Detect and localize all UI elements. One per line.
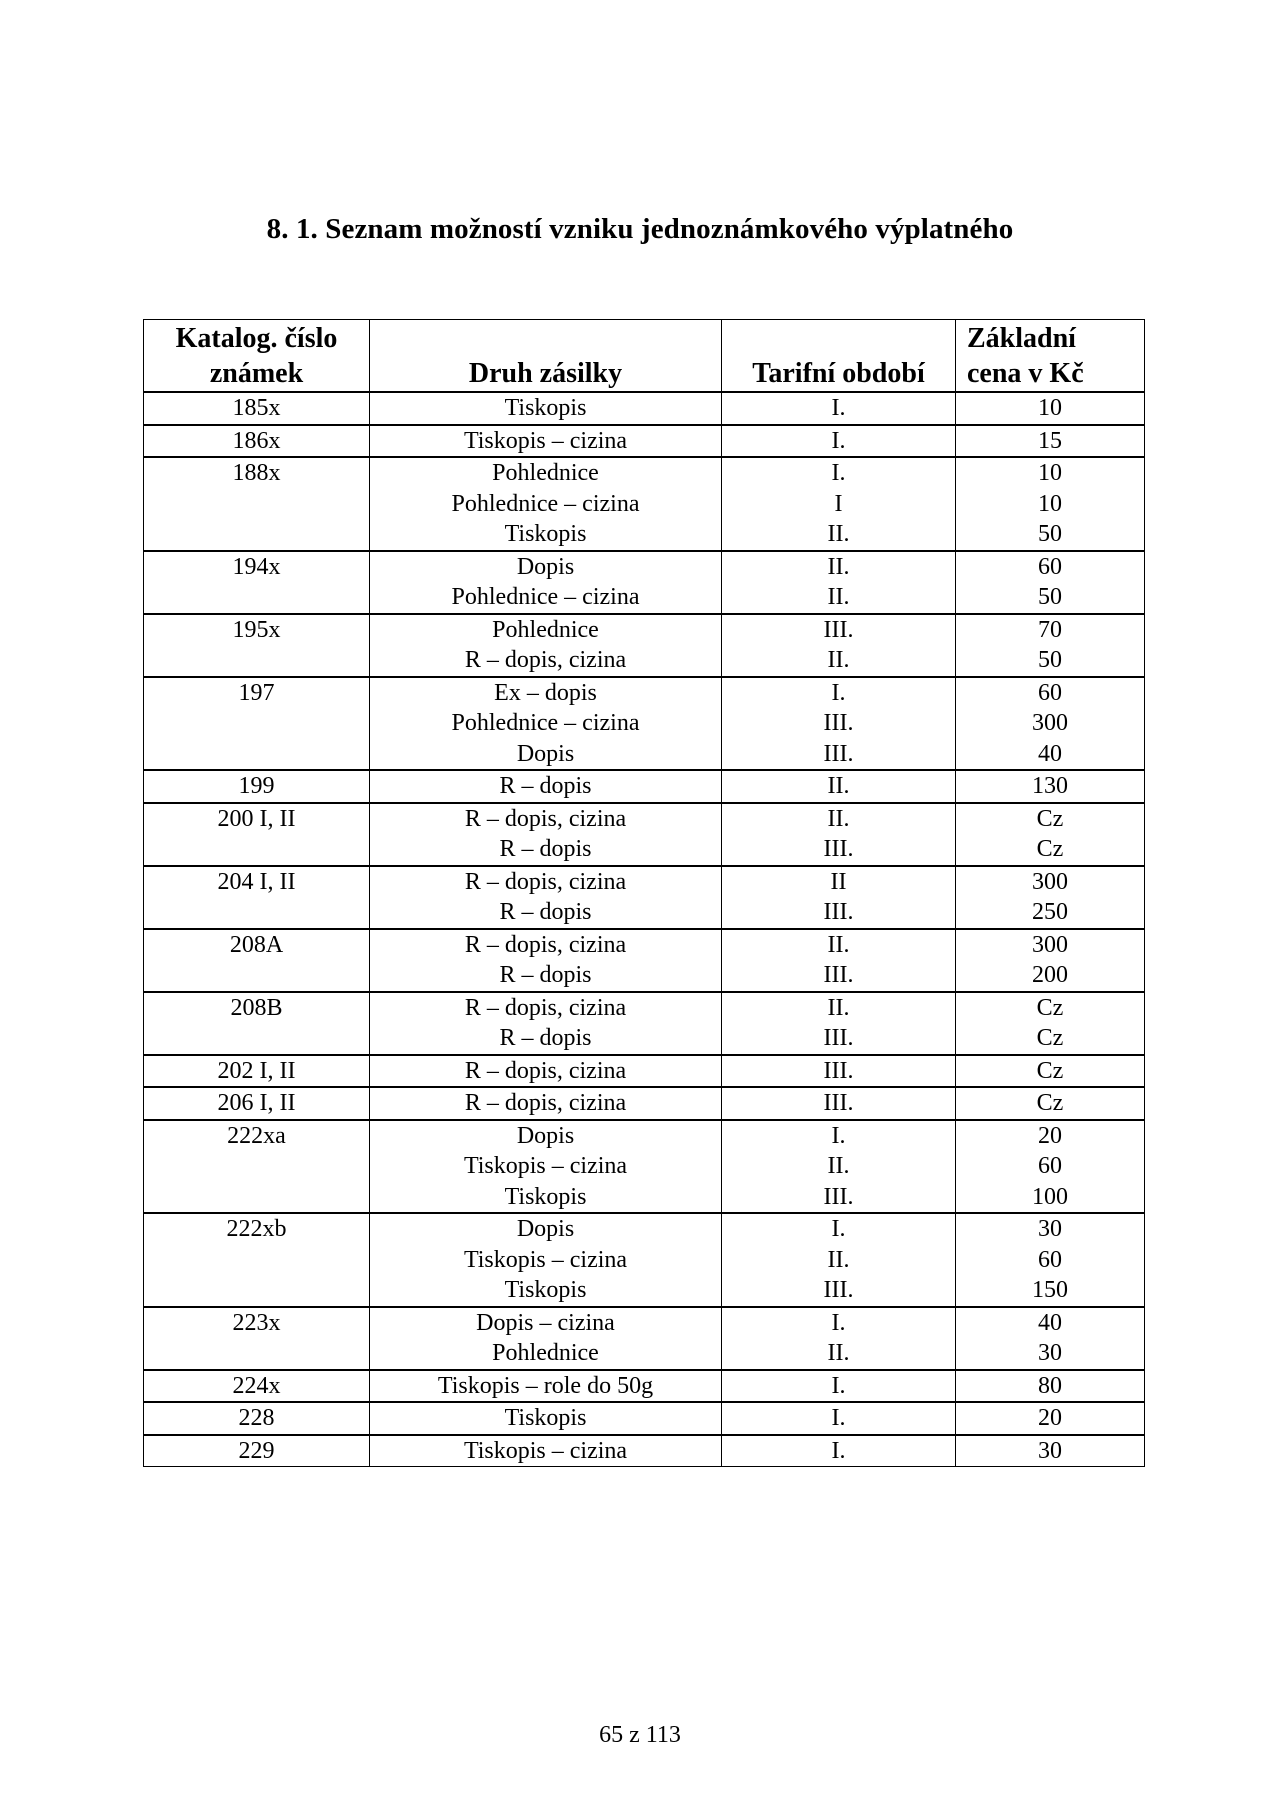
tariff-period-cell <box>722 425 956 458</box>
shipment-type: R – dopis <box>499 899 592 925</box>
table-row <box>144 1055 1145 1088</box>
catalog-number: 194x <box>232 553 281 580</box>
header-catalog-line-2: známek <box>209 358 304 389</box>
tariff-period: I. <box>831 1405 846 1431</box>
tariff-period: I. <box>831 1122 846 1149</box>
shipment-type: R – dopis, cizina <box>464 994 627 1021</box>
shipment-type: Ex – dopis <box>494 679 597 706</box>
base-price: 10 <box>1038 490 1062 517</box>
catalog-number: 204 I, II <box>217 868 296 895</box>
header-price-line-2: cena v Kč <box>967 358 1084 389</box>
tariff-period: III. <box>823 1025 854 1051</box>
table-row <box>144 425 1145 458</box>
catalog-number-cell <box>144 1213 370 1307</box>
catalog-number: 223x <box>232 1309 281 1336</box>
base-price: 70 <box>1038 616 1062 643</box>
base-price-cell <box>956 425 1145 458</box>
base-price: 150 <box>1032 1277 1068 1303</box>
tariff-period: II. <box>827 773 850 799</box>
shipment-type: Dopis <box>516 1216 575 1242</box>
catalog-number: 222xb <box>226 1216 287 1242</box>
shipment-type-cell <box>370 1213 722 1307</box>
base-price-cell <box>956 929 1145 992</box>
table-row <box>144 1087 1145 1120</box>
table-row <box>144 992 1145 1055</box>
base-price-cell <box>956 803 1145 866</box>
base-price-cell <box>956 1120 1145 1214</box>
shipment-type-cell <box>370 1370 722 1403</box>
catalog-number-cell <box>144 551 370 614</box>
shipment-type: R – dopis <box>499 836 592 862</box>
table-row <box>144 1402 1145 1435</box>
shipment-type: Tiskopis <box>504 1405 587 1431</box>
shipment-type: R – dopis, cizina <box>464 1090 627 1116</box>
base-price: 15 <box>1038 427 1062 454</box>
shipment-type-cell <box>370 929 722 992</box>
header-base-price <box>956 320 1145 393</box>
table-body <box>144 392 1145 1467</box>
tariff-period: II. <box>827 1153 850 1179</box>
shipment-type-cell <box>370 992 722 1055</box>
base-price: Cz <box>1036 994 1064 1021</box>
tariff-period-cell <box>722 1370 956 1403</box>
shipment-type: R – dopis <box>499 773 592 799</box>
base-price-cell <box>956 457 1145 551</box>
base-price: 50 <box>1038 584 1062 610</box>
base-price: 30 <box>1038 1437 1062 1464</box>
base-price-cell <box>956 1435 1145 1467</box>
base-price: 300 <box>1032 710 1068 736</box>
tariff-period: III. <box>823 1090 854 1116</box>
base-price: 60 <box>1038 553 1062 580</box>
base-price: 100 <box>1032 1183 1068 1210</box>
tariff-period: II. <box>827 994 850 1021</box>
catalog-number-cell <box>144 425 370 458</box>
base-price-cell <box>956 551 1145 614</box>
base-price: 60 <box>1038 1246 1062 1273</box>
base-price: 40 <box>1038 740 1062 767</box>
base-price-cell <box>956 677 1145 771</box>
base-price: 40 <box>1038 1309 1062 1336</box>
shipment-type: R – dopis <box>499 962 592 988</box>
catalog-number: 185x <box>232 395 281 421</box>
catalog-number-cell <box>144 803 370 866</box>
shipment-type: Dopis <box>516 740 575 767</box>
shipment-type: Tiskopis – cizina <box>463 1437 628 1464</box>
tariff-period-cell <box>722 1307 956 1370</box>
header-shipment-type <box>370 320 722 393</box>
base-price: 20 <box>1038 1122 1062 1149</box>
table-row <box>144 1370 1145 1403</box>
shipment-type-cell <box>370 803 722 866</box>
shipment-type: R – dopis, cizina <box>464 647 627 673</box>
tariff-period-cell <box>722 1213 956 1307</box>
base-price-cell <box>956 992 1145 1055</box>
tariff-period: II. <box>827 647 850 673</box>
tariff-period: II. <box>827 805 850 832</box>
tariff-period: III. <box>823 1277 854 1303</box>
table-row <box>144 1435 1145 1467</box>
shipment-type: R – dopis, cizina <box>464 805 627 832</box>
shipment-type: Tiskopis <box>504 395 587 421</box>
base-price: 80 <box>1038 1372 1062 1399</box>
catalog-number: 202 I, II <box>217 1057 296 1084</box>
tariff-period-cell <box>722 677 956 771</box>
shipment-type: Tiskopis – cizina <box>463 427 628 454</box>
tariff-period: II. <box>827 1246 850 1273</box>
table-row <box>144 1213 1145 1307</box>
shipment-type: R – dopis, cizina <box>464 1057 627 1084</box>
catalog-number: 208A <box>229 931 284 958</box>
tariff-period: II. <box>827 553 850 580</box>
shipment-type: Tiskopis <box>504 1277 587 1303</box>
base-price: Cz <box>1036 805 1064 832</box>
shipment-type: Tiskopis <box>504 521 587 547</box>
tariff-period: II. <box>827 931 850 958</box>
catalog-number: 186x <box>232 427 281 454</box>
table-row <box>144 1120 1145 1214</box>
shipment-type: Pohlednice <box>492 1340 599 1366</box>
shipment-type-cell <box>370 1087 722 1120</box>
tariff-period: III. <box>823 740 854 767</box>
base-price: 300 <box>1032 931 1068 958</box>
base-price: 50 <box>1038 647 1062 673</box>
tariff-period: III. <box>823 962 854 988</box>
base-price: 30 <box>1038 1216 1062 1242</box>
base-price: 60 <box>1038 679 1062 706</box>
tariff-period: I. <box>831 1216 846 1242</box>
tariff-period: III. <box>823 1183 854 1210</box>
header-tariff-period <box>722 320 956 393</box>
catalog-number: 224x <box>232 1372 281 1399</box>
tariff-period: I. <box>831 1372 846 1399</box>
base-price: Cz <box>1036 1090 1064 1116</box>
base-price-cell <box>956 1055 1145 1088</box>
table-row <box>144 614 1145 677</box>
shipment-type: Pohlednice <box>492 616 599 643</box>
shipment-type: Dopis <box>516 1122 575 1149</box>
tariff-period: II. <box>827 1340 850 1366</box>
catalog-number-cell <box>144 770 370 803</box>
tariff-period: I. <box>831 460 846 486</box>
tariff-period: III. <box>823 616 854 643</box>
base-price-cell <box>956 866 1145 929</box>
catalog-number: 195x <box>232 616 281 643</box>
table-row <box>144 392 1145 425</box>
catalog-number-cell <box>144 1120 370 1214</box>
base-price: 10 <box>1038 460 1062 486</box>
shipment-type: Pohlednice – cizina <box>451 490 640 517</box>
base-price: Cz <box>1036 836 1064 862</box>
tariff-period-cell <box>722 929 956 992</box>
catalog-number-cell <box>144 614 370 677</box>
tariff-period: I. <box>831 427 846 454</box>
tariff-period-cell <box>722 1087 956 1120</box>
shipment-type-cell <box>370 1307 722 1370</box>
catalog-number: 199 <box>238 773 275 799</box>
shipment-type: Pohlednice – cizina <box>451 584 640 610</box>
shipment-type: Tiskopis <box>504 1183 587 1210</box>
base-price-cell <box>956 614 1145 677</box>
shipment-type-cell <box>370 770 722 803</box>
shipment-type: Dopis <box>516 553 575 580</box>
catalog-number-cell <box>144 1087 370 1120</box>
shipment-type: Pohlednice – cizina <box>451 710 640 736</box>
tariff-period: III. <box>823 1057 854 1084</box>
shipment-type-cell <box>370 1435 722 1467</box>
catalog-number-cell <box>144 866 370 929</box>
tariff-table <box>143 319 1145 1467</box>
catalog-number-cell <box>144 1370 370 1403</box>
shipment-type: R – dopis, cizina <box>464 868 627 895</box>
shipment-type-cell <box>370 866 722 929</box>
catalog-number: 200 I, II <box>217 805 296 832</box>
base-price-cell <box>956 1370 1145 1403</box>
base-price: 20 <box>1038 1405 1062 1431</box>
table-header-row <box>144 320 1145 393</box>
catalog-number: 208B <box>230 994 283 1021</box>
catalog-number: 206 I, II <box>217 1090 296 1116</box>
catalog-number: 188x <box>232 460 281 486</box>
shipment-type-cell <box>370 614 722 677</box>
shipment-type-cell <box>370 1402 722 1435</box>
tariff-period-cell <box>722 866 956 929</box>
catalog-number: 222xa <box>227 1122 286 1149</box>
tariff-period: III. <box>823 899 854 925</box>
shipment-type-cell <box>370 425 722 458</box>
tariff-period-cell <box>722 457 956 551</box>
shipment-type-cell <box>370 457 722 551</box>
tariff-period: II. <box>827 521 850 547</box>
tariff-period-cell <box>722 992 956 1055</box>
tariff-period-cell <box>722 803 956 866</box>
base-price: 250 <box>1032 899 1068 925</box>
shipment-type-cell <box>370 392 722 425</box>
shipment-type: Tiskopis – role do 50g <box>437 1372 654 1399</box>
shipment-type: Dopis – cizina <box>476 1309 615 1336</box>
tariff-period: II. <box>827 584 850 610</box>
base-price-cell <box>956 770 1145 803</box>
tariff-period: III. <box>823 836 854 862</box>
tariff-period-cell <box>722 1120 956 1214</box>
tariff-period-cell <box>722 1435 956 1467</box>
table-row <box>144 803 1145 866</box>
header-price-line-1: Základní <box>967 323 1076 354</box>
tariff-period: I. <box>831 679 846 706</box>
base-price: Cz <box>1036 1025 1064 1051</box>
base-price: 200 <box>1032 962 1068 988</box>
shipment-type: Tiskopis – cizina <box>463 1246 628 1273</box>
base-price: 60 <box>1038 1153 1062 1179</box>
tariff-period: I. <box>831 1437 846 1464</box>
catalog-number-cell <box>144 1402 370 1435</box>
header-shipment-label: Druh zásilky <box>468 358 623 389</box>
header-catalog-number <box>144 320 370 393</box>
tariff-period-cell <box>722 1055 956 1088</box>
shipment-type: R – dopis, cizina <box>464 931 627 958</box>
tariff-period-cell <box>722 770 956 803</box>
tariff-period: II <box>830 868 847 895</box>
catalog-number-cell <box>144 677 370 771</box>
catalog-number: 197 <box>238 679 275 706</box>
table-row <box>144 1307 1145 1370</box>
shipment-type-cell <box>370 677 722 771</box>
table-row <box>144 551 1145 614</box>
catalog-number: 228 <box>238 1405 275 1431</box>
base-price-cell <box>956 1307 1145 1370</box>
shipment-type: Pohlednice <box>492 460 599 486</box>
catalog-number-cell <box>144 1307 370 1370</box>
catalog-number-cell <box>144 992 370 1055</box>
tariff-period: III. <box>823 710 854 736</box>
tariff-period: I. <box>831 395 846 421</box>
table-row <box>144 929 1145 992</box>
tariff-period: I. <box>831 1309 846 1336</box>
base-price-cell <box>956 1402 1145 1435</box>
tariff-period-cell <box>722 614 956 677</box>
base-price: 300 <box>1032 868 1068 895</box>
shipment-type: Tiskopis – cizina <box>463 1153 628 1179</box>
tariff-period-cell <box>722 551 956 614</box>
catalog-number-cell <box>144 1435 370 1467</box>
shipment-type-cell <box>370 1055 722 1088</box>
tariff-period: I <box>834 490 843 517</box>
base-price: 130 <box>1032 773 1068 799</box>
base-price: 30 <box>1038 1340 1062 1366</box>
table-row <box>144 866 1145 929</box>
header-tariff-label: Tarifní období <box>752 358 925 389</box>
base-price-cell <box>956 1213 1145 1307</box>
shipment-type-cell <box>370 551 722 614</box>
shipment-type: R – dopis <box>499 1025 592 1051</box>
page-title: 8. 1. Seznam možností vzniku jednoznámkového výplatného <box>266 213 1014 245</box>
base-price: Cz <box>1036 1057 1064 1084</box>
tariff-period-cell <box>722 392 956 425</box>
table-row <box>144 770 1145 803</box>
base-price: 50 <box>1038 521 1062 547</box>
catalog-number-cell <box>144 392 370 425</box>
table-row <box>144 677 1145 771</box>
table-row <box>144 457 1145 551</box>
catalog-number-cell <box>144 1055 370 1088</box>
header-catalog-line-1: Katalog. číslo <box>175 323 338 354</box>
base-price: 10 <box>1038 395 1062 421</box>
shipment-type-cell <box>370 1120 722 1214</box>
tariff-period-cell <box>722 1402 956 1435</box>
catalog-number-cell <box>144 457 370 551</box>
base-price-cell <box>956 392 1145 425</box>
catalog-number: 229 <box>238 1437 275 1464</box>
base-price-cell <box>956 1087 1145 1120</box>
page-number: 65 z 113 <box>599 1722 681 1748</box>
catalog-number-cell <box>144 929 370 992</box>
